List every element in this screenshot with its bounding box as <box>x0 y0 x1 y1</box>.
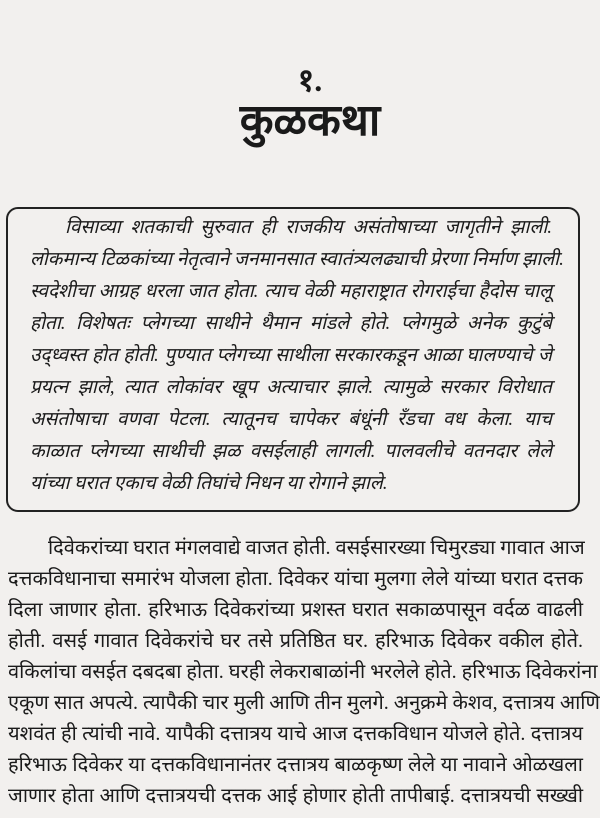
body-line: दत्तकविधानाचा समारंभ योजला होता. दिवेकर यांचा मुलगा लेले यांच्या घरात दत्तक <box>8 568 583 590</box>
intro-line: विसाव्या शतकाची सुरुवात ही राजकीय असंतोषाच्या जागृतीने झाली. <box>65 217 552 238</box>
intro-line: काळात प्लेगच्या साथीची झळ वसईलाही लागली. पालवलीचे वतनदार लेले <box>30 441 552 462</box>
chapter-title: कुळकथा <box>239 96 381 145</box>
body-line: जाणार होता आणि दत्तात्रयची दत्तक आई होणार होती तापीबाई. दत्तात्रयची सख्खी <box>8 785 583 807</box>
intro-line: प्रयत्न झाले, त्यात लोकांवर खूप अत्याचार झाले. त्यामुळे सरकार विरोधात <box>30 377 552 398</box>
body-line: वकिलांचा वसईत दबदबा होता. घरही लेकराबाळांनी भरलेले होते. हरिभाऊ दिवेकरांना <box>8 661 598 683</box>
body-line: होती. वसई गावात दिवेकरांचे घर तसे प्रतिष्ठित घर. हरिभाऊ दिवेकर वकील होते. <box>8 630 583 652</box>
intro-line: होता. विशेषतः प्लेगच्या साथीने थैमान मांडले होते. प्लेगमुळे अनेक कुटुंबे <box>30 313 552 334</box>
intro-line: लोकमान्य टिळकांच्या नेतृत्वाने जनमानसात स्वातंत्र्यलढ्याची प्रेरणा निर्माण झाली. <box>30 249 564 270</box>
chapter-number: १. <box>297 62 323 98</box>
body-line: दिवेकरांच्या घरात मंगलवाद्ये वाजत होती. वसईसारख्या चिमुरड्या गावात आज <box>48 537 585 559</box>
intro-line: स्वदेशीचा आग्रह धरला जात होता. त्याच वेळी महाराष्ट्रात रोगराईचा हैदोस चालू <box>30 281 552 302</box>
intro-line: असंतोषाचा वणवा पेटला. त्यातूनच चापेकर बंधूंनी रँडचा वध केला. याच <box>30 409 552 430</box>
body-line: एकूण सात अपत्ये. त्यापैकी चार मुली आणि तीन मुलगे. अनुक्रमे केशव, दत्तात्रय आणि <box>8 692 600 714</box>
intro-line: उद्ध्वस्त होत होती. पुण्यात प्लेगच्या साथीला सरकारकडून आळा घालण्याचे जे <box>30 345 552 366</box>
body-line: हरिभाऊ दिवेकर या दत्तकविधानानंतर दत्तात्रय बाळकृष्ण लेले या नावाने ओळखला <box>8 754 583 776</box>
body-line: यशवंत ही त्यांची नावे. यापैकी दत्तात्रय याचे आज दत्तकविधान योजले होते. दत्तात्रय <box>8 723 583 745</box>
intro-line: यांच्या घरात एकाच वेळी तिघांचे निधन या रोगाने झाले. <box>30 473 388 494</box>
body-line: दिला जाणार होता. हरिभाऊ दिवेकरांच्या प्रशस्त घरात सकाळपासून वर्दळ वाढली <box>8 599 583 621</box>
